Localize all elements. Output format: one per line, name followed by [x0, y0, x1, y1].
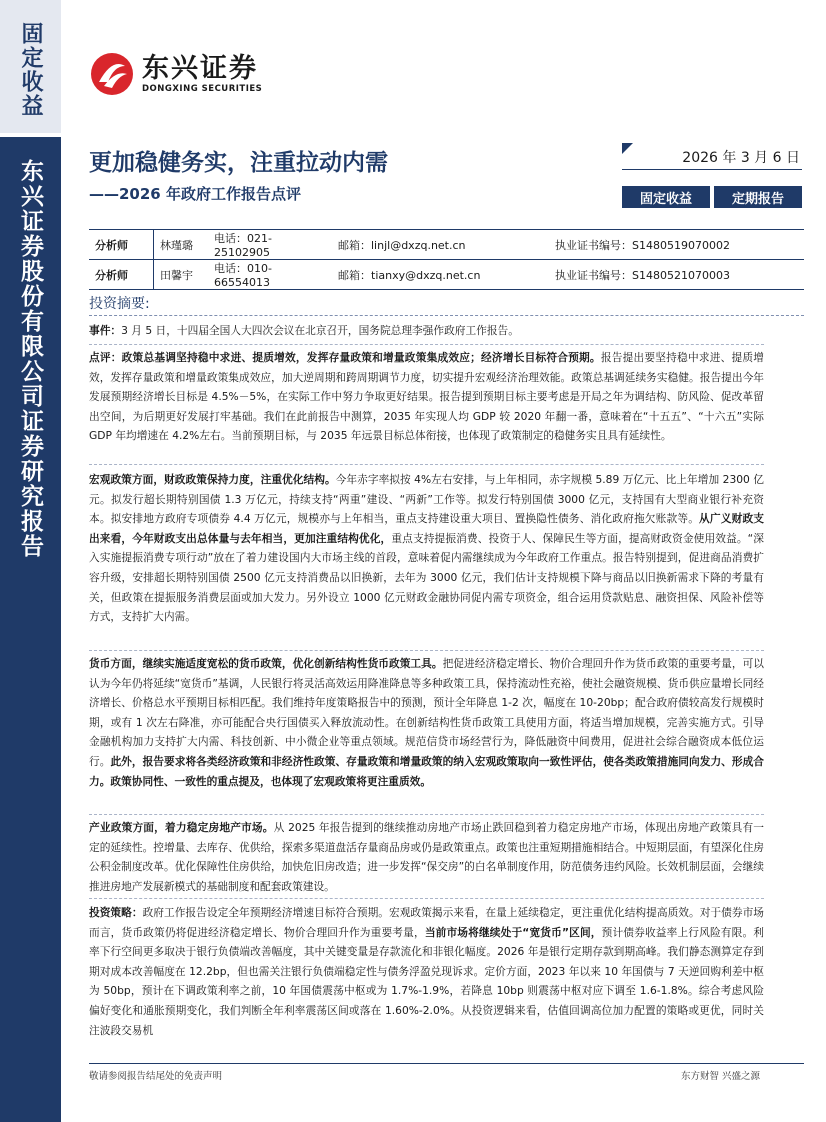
report-subtitle: ——2026 年政府工作报告点评	[89, 185, 301, 203]
date-underline	[622, 169, 802, 170]
strategy-paragraph	[89, 903, 764, 1040]
event-label: 事件：	[89, 324, 122, 337]
review-paragraph	[89, 348, 764, 446]
section-separator	[89, 650, 764, 651]
monetary-bold-2: 此外，报告要求将各类经济政策和非经济性政策、存量政策和增量政策的纳入宏观政策取向一致性评估，使各类政策措施同向发力、形成合力。政策协同性、一致性的重点提及，也体现了宏观政策将更注重质效。	[89, 754, 764, 788]
section-separator	[89, 344, 764, 345]
analyst-cert: 执业证书编号：S1480521070003	[549, 260, 804, 290]
logo-name-en: DONGXING SECURITIES	[142, 84, 263, 94]
event-text: 3 月 5 日，十四届全国人大四次会议在北京召开，国务院总理李强作政府工作报告。	[121, 324, 519, 337]
review-text: 报告提出要坚持稳中求进、提质增效，发挥存量政策和增量政策集成效应，加大逆周期和跨周期调节力度，切实提升宏观经济治理效能。政策总基调延续务实稳健。报告提出今年发展预期经济增长目标是 4.5%－5%，在实际工作中努力争取更好结果。报告提到预期目标主要考虑是开局之年为调结构、防风险、促改革留出空间，为后期更好发展打牢基础。我们在此前报告中测算，2035 年实现人均 GDP 较 2020 年翻一番，意味着在“十五五”、“十六五”实际 GDP 年均增速在 4.2%左右。当前预期目标，与 2035 年远景目标总体衔接，也体现了政策制定的稳健务实且具有延续性。	[89, 351, 764, 443]
analyst-table	[89, 229, 804, 290]
analyst-row	[89, 260, 804, 290]
section-separator	[89, 464, 764, 465]
analyst-row	[89, 230, 804, 260]
summary-heading: 投资摘要:	[89, 296, 150, 312]
fiscal-paragraph	[89, 470, 764, 627]
sidebar	[0, 0, 61, 1122]
property-text: 从 2025 年报告提到的继续推动房地产市场止跌回稳到着力稳定房地产市场，体现出房地产政策具有一定的延续性。控增量、去库存、优供给，探索多渠道盘活存量商品房或仍是政策重点。政策也注重短期措施相结合。中短期层面，有望深化住房公积金制度改革。优化保障性住房供给，加快危旧房改造；进一步发挥“保交房”的白名单制度作用，防范债务违约风险。长效机制层面，会继续推进房地产发展新模式的基础制度和配套政策建设。	[89, 821, 764, 893]
analyst-name: 田馨宇	[154, 260, 209, 290]
analyst-name: 林瑾璐	[154, 230, 209, 260]
company-logo	[90, 46, 262, 102]
monetary-text-1: 把促进经济稳定增长、物价合理回升作为货币政策的重要考量，可以认为今年仍将延续“宽货币”基调，人民银行将灵活高效运用降准降息等多种政策工具，保持流动性充裕，使社会融资规模、货币供应量增长同经济增长、价格总水平预期目标相匹配。我们维持年度策略报告中的预测，预计全年降息 1-2 次，幅度在 10-20bp；配合政府债较高发行规模时期，或有 1 次左右降准，亦可能配合央行国债买入释放流动性。在创新结构性货币政策工具使用方面，将适当增加规模，完善实施方式。引导金融机构加力支持扩大内需、科技创新、中小微企业等重点领域。规范信贷市场经营行为，降低融资中间费用，促进社会综合融资成本低位运行。	[89, 657, 764, 768]
dongxing-logo-icon	[90, 52, 134, 96]
property-bold: 产业政策方面，着力稳定房地产市场。	[89, 821, 274, 834]
footer-disclaimer: 敬请参阅报告结尾处的免责声明	[89, 1071, 223, 1082]
analyst-role: 分析师	[89, 230, 154, 260]
review-bold: 点评：政策总基调坚持稳中求进、提质增效，发挥存量政策和增量政策集成效应；经济增长目标符合预期。	[89, 351, 601, 364]
analyst-role: 分析师	[89, 260, 154, 290]
organization-box	[0, 137, 61, 1122]
organization-label: 东兴证券股份有限公司证券研究报告	[17, 159, 43, 559]
tag-fixed-income: 固定收益	[622, 186, 710, 208]
fiscal-text-1: 今年赤字率拟按 4%左右安排，与上年相同，赤字规模 5.89 万亿元、比上年增加 2300 亿元。拟发行超长期特别国债 1.3 万亿元，持续支持“两重”建设、“两新”工作等。拟发行特别国债 3000 亿元，支持国有大型商业银行补充资本。拟安排地方政府专项债券 4.4 万亿元，规模亦与上年相当，重点支持建设重大项目、置换隐性债务、消化政府拖欠账款等。	[89, 473, 764, 526]
footer-slogan: 东方财智 兴盛之源	[681, 1071, 761, 1082]
monetary-paragraph	[89, 654, 764, 791]
strategy-bold-1: 投资策略：	[89, 906, 143, 919]
section-separator	[89, 814, 764, 815]
analyst-phone: 电话：010-66554013	[208, 260, 332, 290]
property-paragraph	[89, 818, 764, 896]
summary-rule	[89, 315, 804, 317]
logo-name-cn: 东兴证券	[142, 53, 258, 84]
monetary-bold-1: 货币方面，继续实施适度宽松的货币政策，优化创新结构性货币政策工具。	[89, 657, 443, 670]
category-label: 固定收益	[18, 22, 43, 118]
strategy-text-2: 预计债券收益率上行风险有限。利率下行空间更多取决于银行负债端改善幅度，其中关键变量是存款流化和非银化幅度。2026 年是银行定期存款到期高峰。我们静态测算定存到期对成本改善幅度在 12.2bp，但也需关注银行负债端稳定性与债务浮盈兑现诉求。定价方面，2023 年以来 10 年国债与 7 天逆回购利差中枢为 50bp，预计在下调政策利率之前，10 年国债震荡中枢或为 1.7%-1.9%，若降息 10bp 则震荡中枢对应下调至 1.6-1.8%。综合考虑风险偏好变化和通胀预期变化，我们判断全年利率震荡区间或落在 1.60%-2.0%。从投资逻辑来看，估值回调高位加力配置的策略或更优，同时关注波段交易机	[89, 925, 764, 1037]
fiscal-text-2: 重点支持提振消费、投资于人、保障民生等方面，提高财政资金使用效益。“深入实施提振消费专项行动”放在了着力建设国内大市场主线的首段，意味着促内需继续成为今年政府工作重点。报告特别提到，促进商品消费扩容升级，安排超长期特别国债 2500 亿元支持消费品以旧换新，去年为 3000 亿元，我们估计支持规模下降与商品以旧换新需求下降的考量有关，但政策在提振服务消费层面或加大发力。另外设立 1000 亿元财政金融协同促内需专项资金，组合运用贷款贴息、融资担保、风险补偿等方式，支持扩大内需。	[89, 531, 764, 624]
event-paragraph	[89, 321, 764, 341]
analyst-email: 邮箱：linjl@dxzq.net.cn	[332, 230, 549, 260]
analyst-cert: 执业证书编号：S1480519070002	[549, 230, 804, 260]
tag-periodic-report: 定期报告	[714, 186, 802, 208]
report-title: 更加稳健务实，注重拉动内需	[89, 150, 388, 176]
fiscal-bold-2: 从广义财政支出来看，今年财政支出总体量与去年相当，更加注重结构优化，	[89, 512, 764, 545]
footer-rule	[89, 1063, 804, 1064]
corner-triangle	[622, 143, 633, 154]
analyst-email: 邮箱：tianxy@dxzq.net.cn	[332, 260, 549, 290]
section-separator	[89, 898, 764, 899]
fiscal-bold-1: 宏观政策方面，财政政策保持力度，注重优化结构。	[89, 473, 336, 486]
report-date: 2026 年 3 月 6 日	[682, 150, 800, 166]
category-box	[0, 0, 61, 133]
analyst-phone: 电话：021-25102905	[208, 230, 332, 260]
strategy-bold-2: 当前市场将继续处于“宽货币”区间，	[424, 925, 602, 939]
strategy-text-1: 政府工作报告设定全年预期经济增速目标符合预期。宏观政策揭示来看，在量上延续稳定，更注重优化结构提高质效。对于债券市场而言，货币政策仍将促进经济稳定增长、物价合理回升作为重要考量，	[89, 906, 764, 939]
